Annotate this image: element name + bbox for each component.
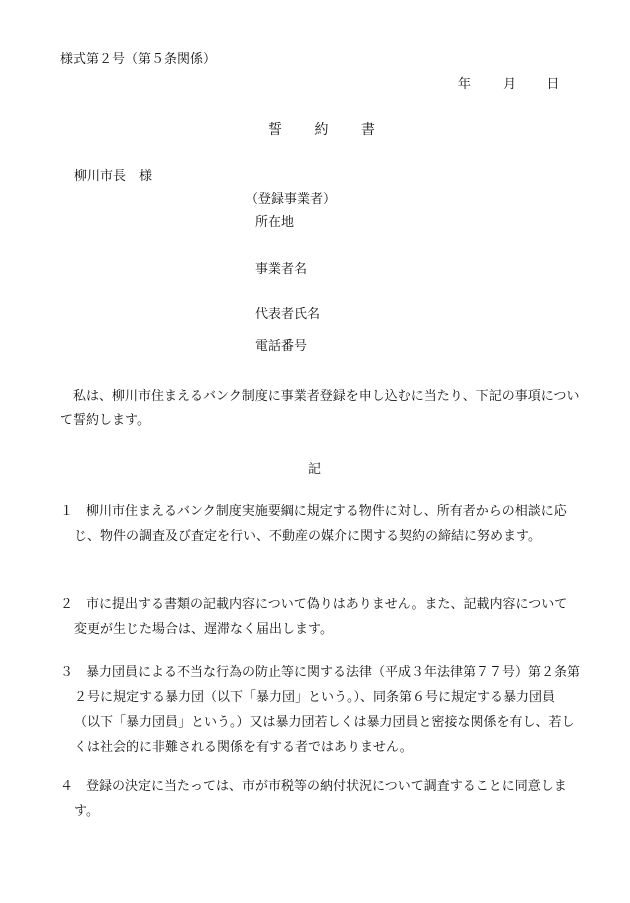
list-item: [60, 660, 580, 760]
list-item: [60, 592, 580, 642]
title-char-3: 書: [360, 122, 375, 138]
item-number: ３: [60, 665, 74, 680]
registrant-heading: （登録事業者）: [245, 192, 337, 207]
document-title: [254, 119, 389, 139]
addressee: 柳川市長 様: [74, 169, 153, 184]
ki-heading: 記: [308, 462, 322, 477]
business-name-label: 事業者名: [255, 262, 308, 277]
list-item: [60, 774, 580, 824]
form-number: 様式第２号（第５条関係）: [60, 52, 217, 67]
date-line: [458, 73, 559, 92]
title-char-2: 約: [314, 122, 329, 138]
item-text: 暴力団員による不当な行為の防止等に関する法律（平成３年法律第７７号）第２条第２号に規定する暴力団（以下「暴力団」という。）、同条第６号に規定する暴力団員（以下「暴力団員」という。）又は暴力団若しくは暴力団員と密接な関係を有し、若しくは社会的に非難される関係を有する者ではありません。: [74, 665, 581, 755]
item-text: 柳川市住まえるバンク制度実施要綱に規定する物件に対し、所有者からの相談に応じ、物件の調査及び査定を行い、不動産の媒介に関する契約の締結に努めます。: [74, 504, 567, 544]
representative-label: 代表者氏名: [255, 307, 321, 322]
item-text: 登録の決定に当たっては、市が市税等の納付状況について調査することに同意します。: [74, 779, 567, 819]
item-number: ４: [60, 779, 74, 794]
intro-paragraph: 私は、柳川市住まえるバンク制度に事業者登録を申し込むに当たり、下記の事項について誓約します。: [60, 389, 580, 428]
item-number: ２: [60, 597, 74, 612]
item-number: １: [60, 504, 74, 519]
date-day: 日: [546, 77, 560, 92]
address-label: 所在地: [255, 215, 295, 230]
list-item: [60, 499, 580, 549]
title-char-1: 誓: [268, 122, 282, 138]
item-text: 市に提出する書類の記載内容について偽りはありません。また、記載内容について変更が生じた場合は、遅滞なく届出します。: [74, 597, 568, 637]
phone-label: 電話番号: [255, 339, 308, 354]
date-year: 年: [458, 77, 472, 92]
date-month: 月: [503, 77, 517, 92]
